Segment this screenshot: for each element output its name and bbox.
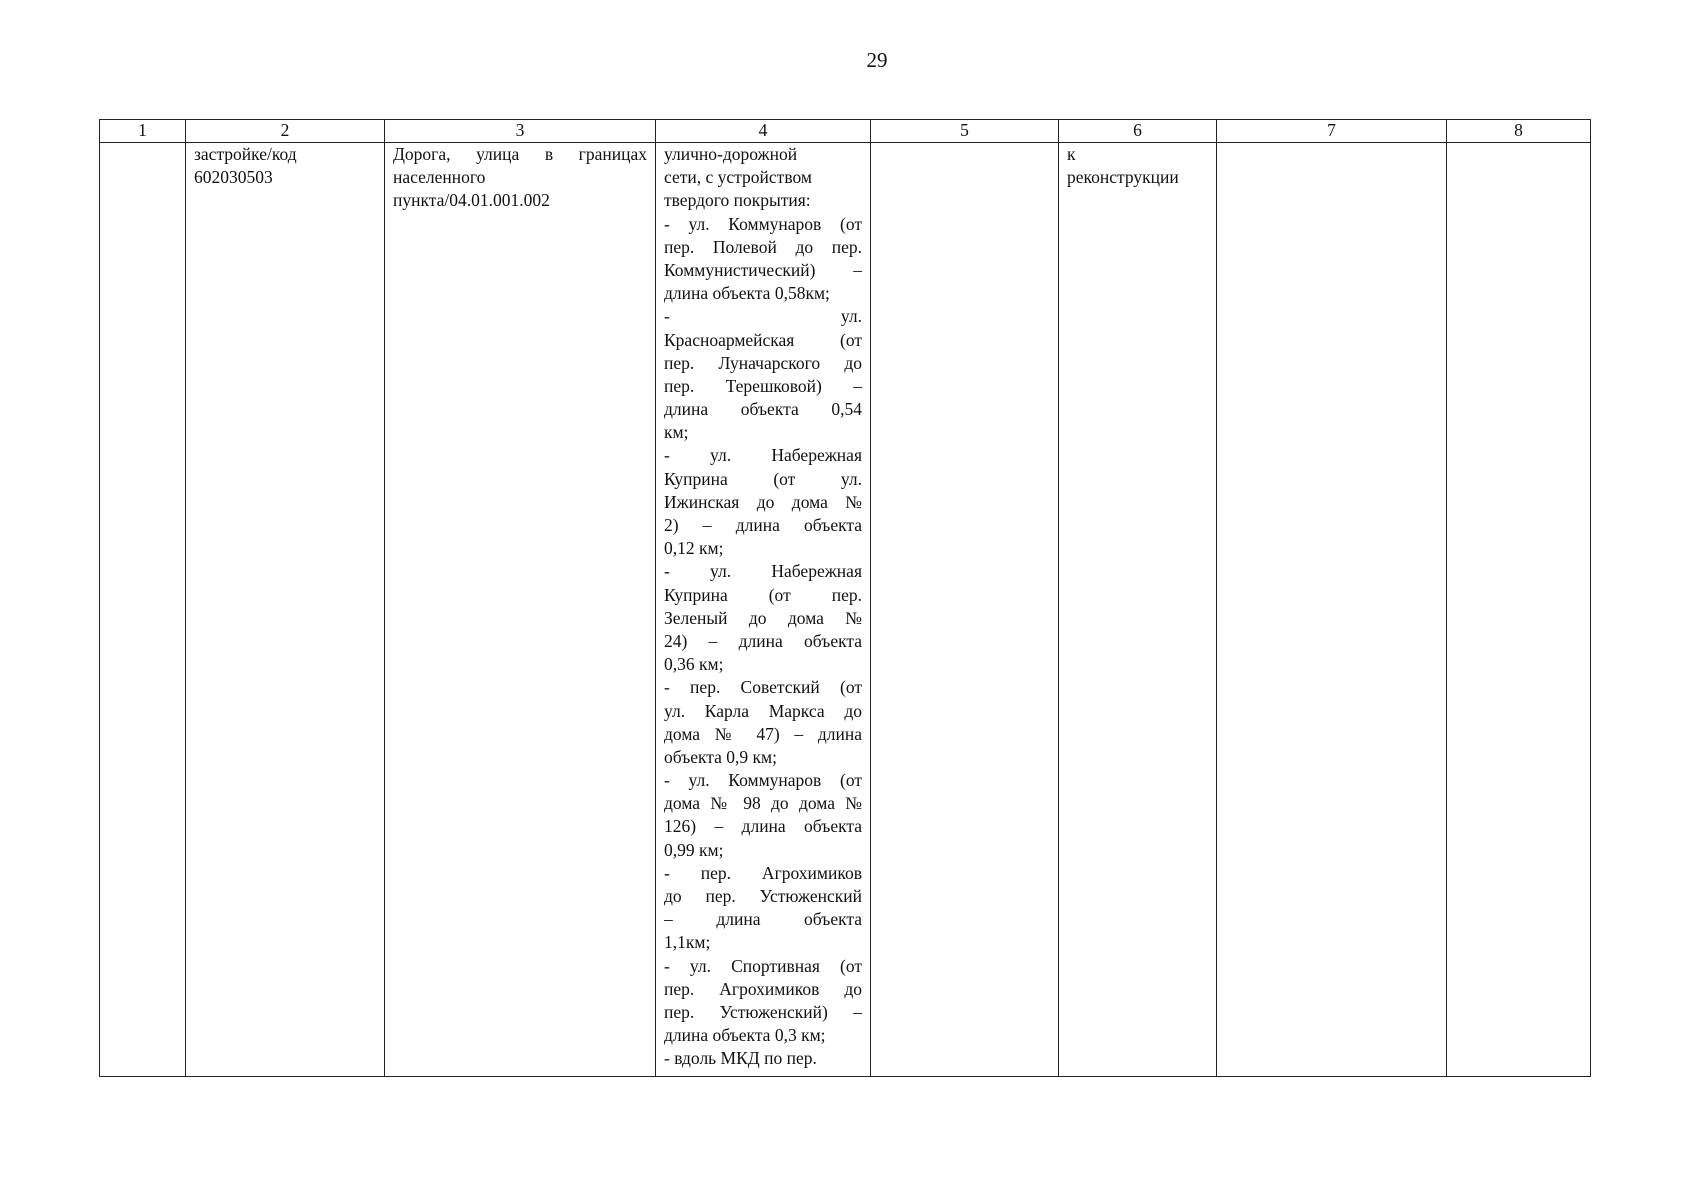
cell-col4-line: длина объекта 0,54 <box>664 399 862 420</box>
table-row <box>100 143 1591 1077</box>
cell-col1 <box>100 143 186 1077</box>
cell-col5 <box>871 143 1059 1077</box>
cell-col4-line: 0,36 км; <box>664 654 724 675</box>
header-cell-1: 1 <box>100 120 186 143</box>
cell-col4-line: 2) – длина объекта <box>664 515 862 535</box>
cell-col4-line: Ижинская до дома № <box>664 491 862 512</box>
cell-col6-text: к реконструкции <box>1067 144 1179 188</box>
cell-col4-line: - вдоль МКД по пер. <box>664 1048 817 1069</box>
cell-col4-line: длина объекта 0,58км; <box>664 283 830 304</box>
header-cell-4: 4 <box>656 120 871 143</box>
header-cell-3: 3 <box>385 120 656 143</box>
cell-col4-line: - ул. <box>664 306 862 327</box>
cell-col4-line: 0,99 км; <box>664 839 724 860</box>
cell-col4-line: пер. Терешковой) – <box>664 375 862 396</box>
cell-col8 <box>1447 143 1591 1077</box>
cell-col7 <box>1217 143 1447 1077</box>
cell-col4-line: Куприна (от ул. <box>664 468 862 489</box>
cell-col4-line: твердого покрытия: <box>664 190 811 211</box>
cell-col4-line: - пер. Агрохимиков <box>664 862 862 883</box>
cell-col3-line: Дорога, улица в границах <box>393 144 647 164</box>
page-number: 29 <box>866 48 888 72</box>
cell-col4-line: Куприна (от пер. <box>664 584 862 605</box>
data-table <box>99 119 1591 1077</box>
cell-col4-line: Красноармейская (от <box>664 329 862 350</box>
cell-col4-line: длина объекта 0,3 км; <box>664 1025 826 1046</box>
header-cell-6: 6 <box>1059 120 1217 143</box>
cell-col4-line: - ул. Набережная <box>664 561 862 582</box>
cell-col2-text: застройке/код 602030503 <box>194 144 297 188</box>
cell-col4-line: - пер. Советский (от <box>664 677 862 698</box>
header-cell-2: 2 <box>186 120 385 143</box>
cell-col4-line: - ул. Коммунаров (от <box>664 213 862 234</box>
cell-col4-line: - ул. Спортивная (от <box>664 955 862 976</box>
cell-col6 <box>1059 143 1217 1077</box>
cell-col4-line: 1,1км; <box>664 932 711 953</box>
cell-col4-line: 24) – длина объекта <box>664 630 862 651</box>
cell-col4 <box>656 143 871 1077</box>
cell-col3-line: населенного <box>393 167 486 188</box>
cell-col4-line: – длина объекта <box>664 909 862 930</box>
cell-col4-line: - ул. Набережная <box>664 445 862 466</box>
header-cell-7: 7 <box>1217 120 1447 143</box>
cell-col4-line: 126) – длина объекта <box>664 816 862 837</box>
cell-col4-line: до пер. Устюженский <box>664 886 862 906</box>
cell-col4-line: дома № 47) – длина <box>664 723 862 744</box>
cell-col4-line: пер. Агрохимиков до <box>664 978 862 999</box>
cell-col4-line: км; <box>664 422 689 443</box>
cell-col4-line: пер. Луначарского до <box>664 352 862 373</box>
cell-col4-line: сети, с устройством <box>664 167 812 188</box>
header-cell-8: 8 <box>1447 120 1591 143</box>
cell-col4-line: объекта 0,9 км; <box>664 746 777 767</box>
cell-col4-line: ул. Карла Маркса до <box>664 700 862 721</box>
cell-col4-line: - ул. Коммунаров (от <box>664 770 862 791</box>
cell-col3 <box>385 143 656 1077</box>
cell-col4-line: пер. Полевой до пер. <box>664 236 862 257</box>
cell-col4-line: Зеленый до дома № <box>664 607 862 628</box>
cell-col3-line: пункта/04.01.001.002 <box>393 190 550 211</box>
cell-col4-line: пер. Устюженский) – <box>664 1001 862 1022</box>
cell-col2 <box>186 143 385 1077</box>
cell-col4-line: Коммунистический) – <box>664 259 862 280</box>
cell-col4-line: 0,12 км; <box>664 538 724 559</box>
cell-col4-line: дома № 98 до дома № <box>664 793 862 814</box>
cell-col4-line: улично-дорожной <box>664 144 798 164</box>
header-cell-5: 5 <box>871 120 1059 143</box>
table-header-row <box>100 120 1591 143</box>
